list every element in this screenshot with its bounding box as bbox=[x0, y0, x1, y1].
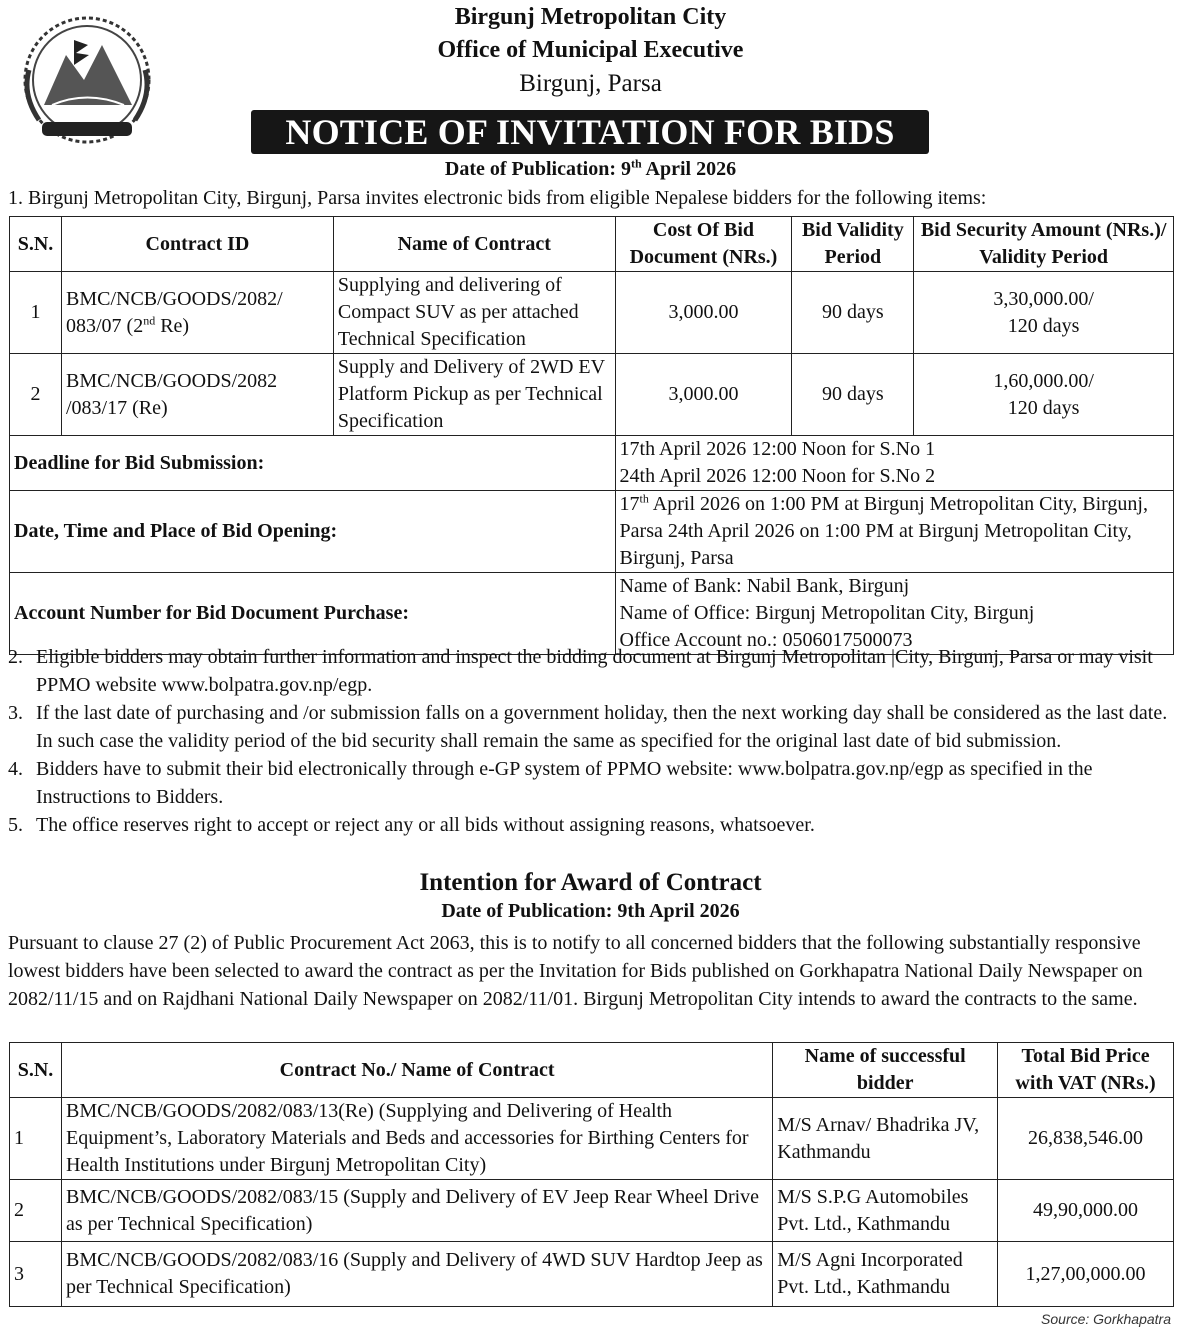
col-contract-name: Name of Contract bbox=[333, 217, 615, 272]
publication-date: Date of Publication: 9th April 2026 bbox=[444, 156, 737, 180]
clause-3: 3. If the last date of purchasing and /or submission falls on a government holiday, then the next working day shall be considered as the last date. In such case the validity period of the bid security shall remain the same as specified for the original last date of bid submission. bbox=[8, 702, 1168, 752]
table-row: 2 BMC/NCB/GOODS/2082/083/15 (Supply and Delivery of EV Jeep Rear Wheel Drive as per Technical Specification) M/S S.P.G Automobiles Pvt. Ltd., Kathmandu 49,90,000.00 bbox=[10, 1180, 1174, 1242]
award-date: Date of Publication: 9th April 2026 bbox=[441, 900, 740, 922]
col-cost: Cost Of Bid Document (NRs.) bbox=[615, 217, 792, 272]
contract-name: Supplying and delivering of Compact SUV as per attached Technical Specification bbox=[333, 272, 615, 354]
source-credit: Source: Gorkhapatra bbox=[1041, 1311, 1171, 1327]
table-row: 3 BMC/NCB/GOODS/2082/083/16 (Supply and Delivery of 4WD SUV Hardtop Jeep as per Technical Specification) M/S Agni Incorporated Pvt. Ltd., Kathmandu 1,27,00,000.00 bbox=[10, 1242, 1174, 1307]
account-row: Account Number for Bid Document Purchase: Name of Bank: Nabil Bank, Birgunj Name of Office: Birgunj Metropolitan City, Birgunj Office Account no.: 0506017500073 bbox=[10, 573, 1174, 655]
col-contract-id: Contract ID bbox=[61, 217, 333, 272]
office-name: Birgunj Metropolitan City bbox=[454, 4, 727, 30]
clause-4: 4. Bidders have to submit their bid electronically through e-GP system of PPMO website: www.bolpatra.gov.np/egp as specified in the Instructions to Bidders. bbox=[8, 758, 1093, 808]
award-table-header: S.N. Contract No./ Name of Contract Name of successful bidder Total Bid Price with VAT (NRs.) bbox=[10, 1043, 1174, 1098]
col-validity: Bid Validity Period bbox=[792, 217, 914, 272]
col-sn: S.N. bbox=[10, 217, 62, 272]
award-table bbox=[9, 1042, 1174, 1307]
bid-table bbox=[9, 216, 1174, 655]
office-location: Birgunj, Parsa bbox=[519, 70, 662, 97]
table-row: 2 BMC/NCB/GOODS/2082 /083/17 (Re) Supply and Delivery of 2WD EV Platform Pickup as per Technical Specification 3,000.00 90 days 1,60,000.00/ 120 days bbox=[10, 354, 1174, 436]
award-title: Intention for Award of Contract bbox=[419, 869, 762, 896]
office-subtitle: Office of Municipal Executive bbox=[437, 37, 744, 63]
contract-id: BMC/NCB/GOODS/2082 /083/17 (Re) bbox=[61, 354, 333, 436]
bid-table-header bbox=[10, 217, 1174, 272]
clause-5: 5. The office reserves right to accept or reject any or all bids without assigning reasons, whatsoever. bbox=[8, 814, 815, 836]
clause-1: 1. Birgunj Metropolitan City, Birgunj, Parsa invites electronic bids from eligible Nepalese bidders for the following items: bbox=[8, 187, 987, 209]
award-paragraph: Pursuant to clause 27 (2) of Public Procurement Act 2063, this is to notify to all concerned bidders that the following substantially responsive lowest bidders have been selected to award the contract as per the Invitation for Bids published on Gorkhapatra National Daily Newspaper on 2082/11/15 and on Rajdhani National Daily Newspaper on 2082/11/01. Birgunj Metropolitan City intends to award the contracts to the same. bbox=[8, 932, 1143, 1010]
col-security: Bid Security Amount (NRs.)/ Validity Period bbox=[914, 217, 1174, 272]
deadline-row: Deadline for Bid Submission: 17th April 2026 12:00 Noon for S.No 1 24th April 2026 12:00 Noon for S.No 2 bbox=[10, 436, 1174, 491]
clause-2: 2. Eligible bidders may obtain further information and inspect the bidding document at Birgunj Metropolitan |City, Birgunj, Parsa or may visit PPMO website www.bolpatra.gov.np/egp. bbox=[8, 646, 1153, 696]
opening-row: Date, Time and Place of Bid Opening: 17th April 2026 on 1:00 PM at Birgunj Metropolitan City, Birgunj, Parsa 24th April 2026 on 1:00 PM at Birgunj Metropolitan City, Birgunj, Parsa bbox=[10, 491, 1174, 573]
contract-id: BMC/NCB/GOODS/2082/ 083/07 (2nd Re) bbox=[61, 272, 333, 354]
table-row: 1 BMC/NCB/GOODS/2082/ 083/07 (2nd Re) Supplying and delivering of Compact SUV as per attached Technical Specification 3,000.00 90 days 3,30,000.00/ 120 days bbox=[10, 272, 1174, 354]
table-row: 1 BMC/NCB/GOODS/2082/083/13(Re) (Supplying and Delivering of Health Equipment’s, Laboratory Materials and Beds and accessories for Birthing Centers for Health Institutions under Birgunj Metropolitan City) M/S Arnav/ Bhadrika JV, Kathmandu 26,838,546.00 bbox=[10, 1098, 1174, 1180]
contract-name: Supply and Delivery of 2WD EV Platform Pickup as per Technical Specification bbox=[333, 354, 615, 436]
clause-list bbox=[8, 643, 1174, 839]
notice-title: NOTICE OF INVITATION FOR BIDS bbox=[251, 110, 929, 154]
